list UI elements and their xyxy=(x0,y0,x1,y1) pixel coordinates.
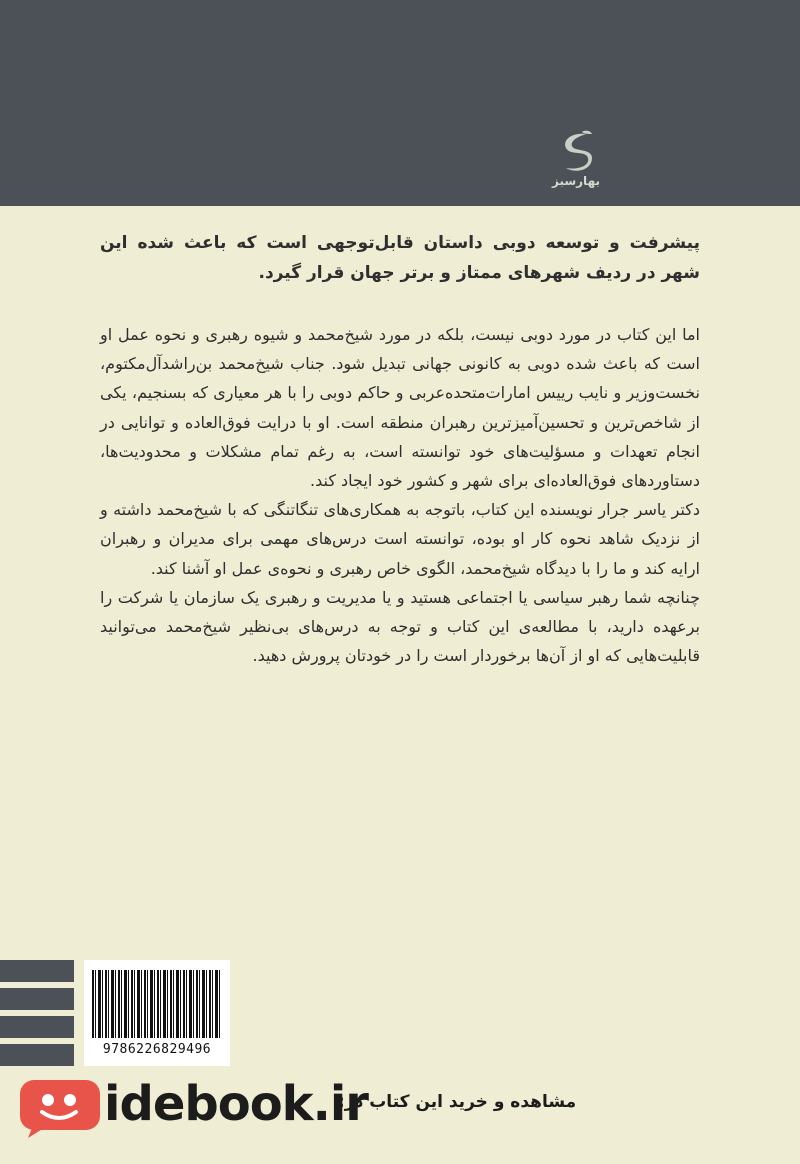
isbn-barcode xyxy=(84,960,230,1066)
stripe xyxy=(0,1016,74,1038)
barcode-bars xyxy=(92,970,222,1038)
paragraph: اما این کتاب در مورد دوبی نیست، بلکه در مورد شیخ‌محمد و شیوه رهبری و نحوه عمل او است که باعث شده دوبی به کانونی جهانی تبدیل شود. جناب شیخ‌محمد بن‌راشدآل‌مکتوم، نخست‌وزیر و نایب رییس امارات‌متحده‌عربی و حاکم دوبی را با هر معیاری که بسنجیم، یکی از شاخص‌ترین و تحسین‌آمیزترین رهبران منطقه است. او با درایت فوق‌العاده و توانایی در انجام تعهدات و مسؤلیت‌های خود توانسته است، به رغم تمام مشکلات و محدودیت‌ها، دستاوردهای فوق‌العاده‌ای برای شهر و کشور خود ایجاد کند. xyxy=(100,325,700,491)
stripe xyxy=(0,960,74,982)
decorative-stripes xyxy=(0,960,74,1068)
leaf-swirl-icon xyxy=(556,130,596,174)
top-color-band xyxy=(0,0,800,206)
watermark-brand: idebook.ir xyxy=(104,1076,368,1132)
watermark[interactable] xyxy=(18,1070,578,1140)
paragraph: چنانچه شما رهبر سیاسی یا اجتماعی هستید و یا مدیریت و رهبری یک سازمان یا شرکت را برعهده دارید، با مطالعه‌ی این کتاب و توجه به درس‌های بی‌نظیر شیخ‌محمد می‌توانید قابلیت‌هایی که او از آن‌ها برخوردار است را در خودتان پرورش دهید. xyxy=(100,587,700,666)
smiley-badge-icon xyxy=(18,1078,102,1138)
intro-paragraph: پیشرفت و توسعه دوبی داستان قابل‌توجهی است که باعث شده این شهر در ردیف شهرهای ممتاز و برتر جهان قرار گیرد. xyxy=(100,233,700,283)
paragraph: دکتر یاسر جرار نویسنده این کتاب، باتوجه به همکاری‌های تنگاتنگی که با شیخ‌محمد داشته و از نزدیک شاهد نحوه کار او بوده، توانسته است درس‌های مهمی برای مدیران و رهبران ارایه کند و ما را با دیدگاه شیخ‌محمد، الگوی خاص رهبری و نحوه‌ی عمل او آشنا کند. xyxy=(100,500,700,578)
watermark-caption: مشاهده و خرید این کتاب در: xyxy=(338,1092,577,1112)
isbn-number: 9786226829496 xyxy=(102,1042,212,1057)
stripe xyxy=(0,988,74,1010)
publisher-logo xyxy=(548,130,604,194)
publisher-name: بهارسبز xyxy=(551,174,600,188)
stripe xyxy=(0,1044,74,1066)
back-cover-text xyxy=(100,320,700,670)
